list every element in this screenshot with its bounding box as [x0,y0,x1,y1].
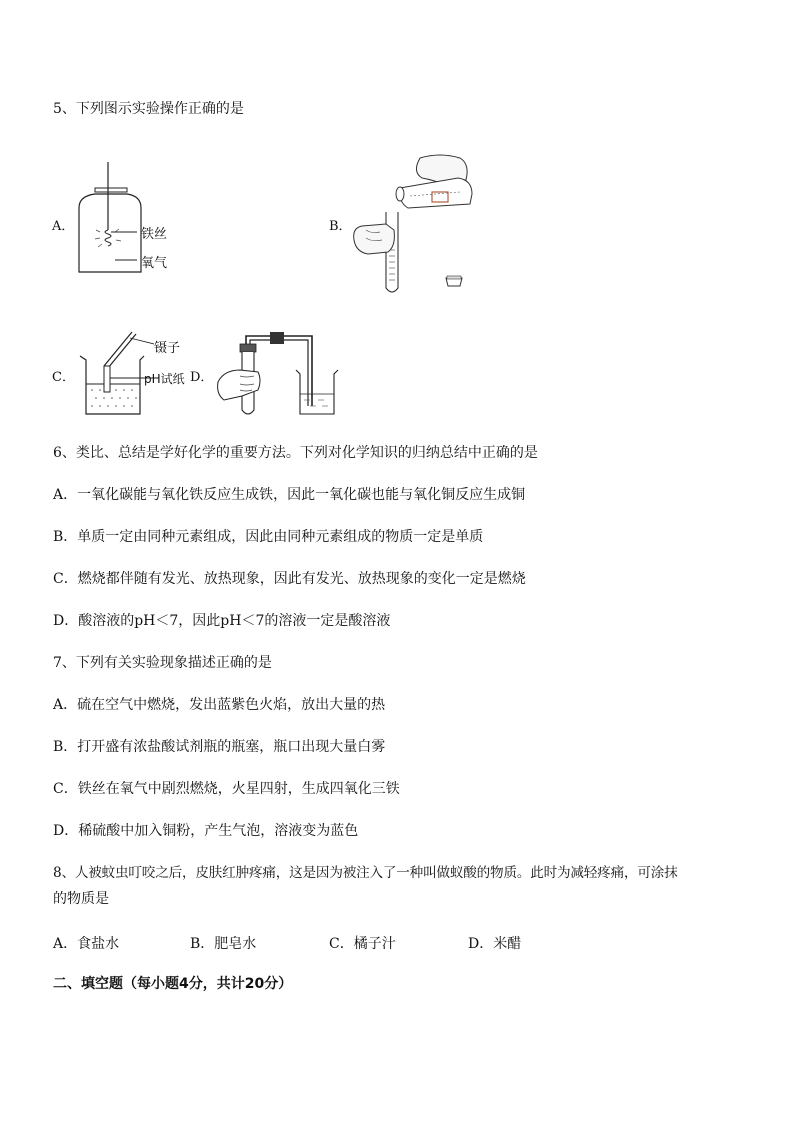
q8-option-c: C．橘子汁 [329,936,396,952]
q7-option-b: B．打开盛有浓盐酸试剂瓶的瓶塞，瓶口出现大量白雾 [53,739,386,755]
q7-stem: 7、下列有关实验现象描述正确的是 [53,655,272,671]
section-2-heading: 二、填空题（每小题4分，共计20分） [53,976,293,992]
q5-figure-b [348,150,478,298]
q5-option-c-letter: C． [52,370,75,385]
q5-option-a-letter: A． [52,219,75,234]
q5-option-b-letter: B． [329,219,352,234]
q6-option-d: D．酸溶液的pH＜7，因此pH＜7的溶液一定是酸溶液 [53,613,391,629]
q5-figure-d [214,326,340,418]
fig-c-label-ph-paper: pH试纸 [144,372,185,386]
q6-option-a: A．一氧化碳能与氧化铁反应生成铁，因此一氧化碳也能与氧化铜反应生成铜 [53,487,526,503]
q8-option-a: A．食盐水 [53,936,120,952]
q7-option-d: D．稀硫酸中加入铜粉，产生气泡，溶液变为蓝色 [53,823,359,839]
q5-stem: 5、下列图示实验操作正确的是 [53,101,244,117]
q6-stem: 6、类比、总结是学好化学的重要方法。下列对化学知识的归纳总结中正确的是 [53,445,538,461]
q6-option-c: C．燃烧都伴随有发光、放热现象，因此有发光、放热现象的变化一定是燃烧 [53,571,526,587]
q8-stem-line1: 8、人被蚊虫叮咬之后，皮肤红肿疼痛，这是因为被注入了一种叫做蚁酸的物质。此时为减轻疼痛，可涂抹 [53,865,678,881]
q7-option-a: A．硫在空气中燃烧，发出蓝紫色火焰，放出大量的热 [53,697,386,713]
fig-a-label-oxygen: 氧气 [141,256,168,271]
q6-option-b: B．单质一定由同种元素组成，因此由同种元素组成的物质一定是单质 [53,529,484,545]
q8-stem-line2: 的物质是 [53,891,109,907]
fig-c-label-tweezers: 镊子 [154,341,181,356]
q7-option-c: C．铁丝在氧气中剧烈燃烧，火星四射，生成四氧化三铁 [53,781,400,797]
q5-option-d-letter: D． [190,370,214,385]
q5-figure-c [74,328,154,418]
q5-figure-a [75,160,185,278]
q8-option-d: D．米醋 [468,936,522,952]
q8-option-b: B．肥皂水 [190,936,257,952]
fig-a-label-iron-wire: 铁丝 [141,227,168,242]
